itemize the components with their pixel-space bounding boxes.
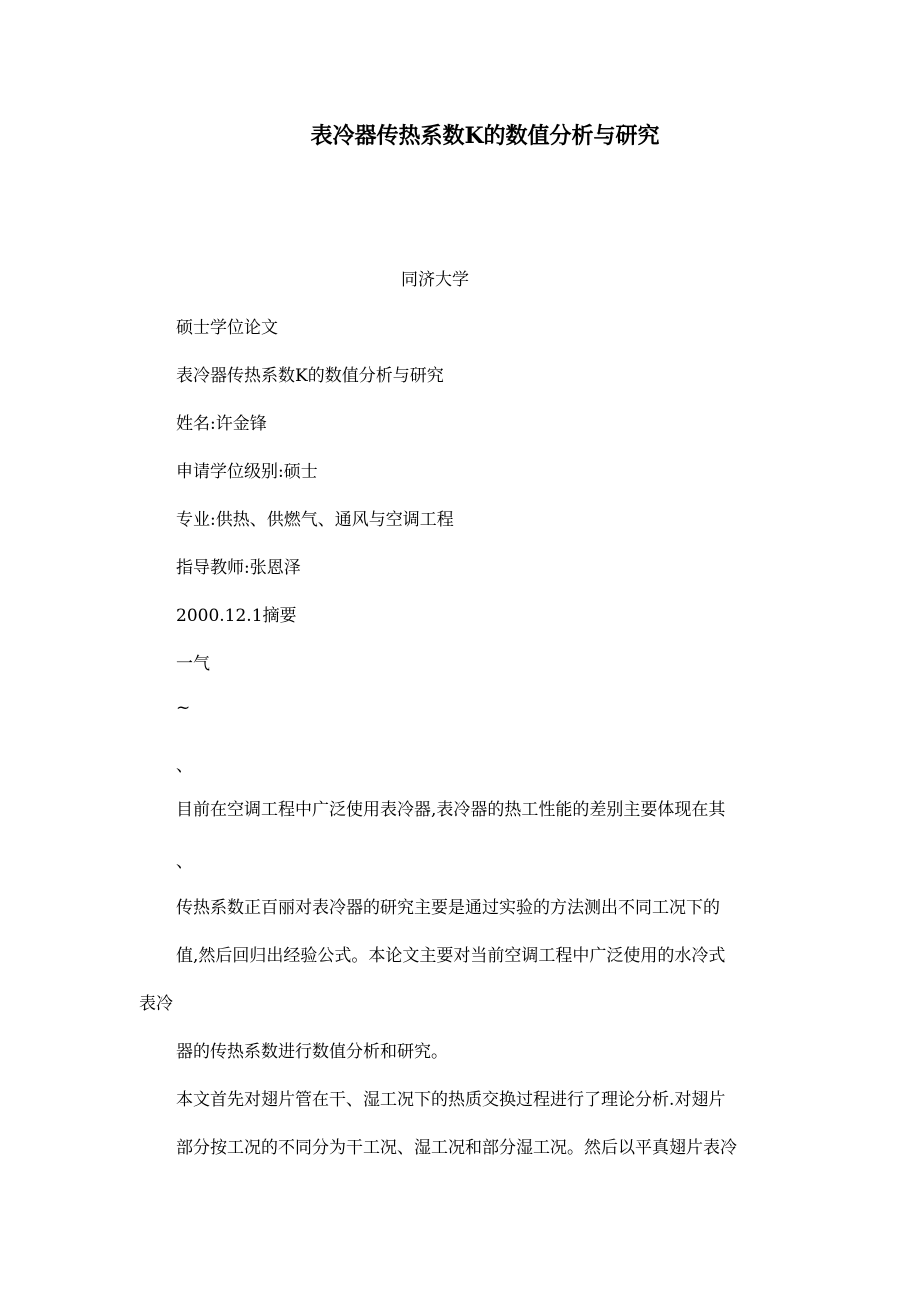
text-line: 、	[176, 852, 193, 872]
abstract-paragraph-line: 值,然后回归出经验公式。本论文主要对当前空调工程中广泛使用的水冷式	[176, 946, 726, 966]
text-line: ~	[176, 698, 191, 718]
degree-type-line: 硕士学位论文	[176, 318, 278, 338]
abstract-paragraph-line: 传热系数正百丽对表冷器的研究主要是通过实验的方法测出不同工况下的	[176, 898, 720, 918]
date-abstract-line: 2000.12.1摘要	[176, 606, 297, 626]
major-line: 专业:供热、供燃气、通风与空调工程	[176, 510, 454, 530]
document-title: 表冷器传热系数K的数值分析与研究	[310, 123, 660, 149]
degree-level-line: 申请学位级别:硕士	[176, 462, 318, 482]
text-line: 、	[176, 756, 193, 776]
text-line: 一气	[176, 654, 210, 674]
advisor-line: 指导教师:张恩泽	[176, 558, 301, 578]
thesis-title-line: 表冷器传热系数K的数值分析与研究	[176, 366, 444, 386]
university-name: 同济大学	[401, 270, 469, 290]
abstract-paragraph-line: 表冷	[139, 994, 173, 1014]
abstract-paragraph-line: 本文首先对翅片管在干、湿工况下的热质交换过程进行了理论分析.对翅片	[176, 1090, 726, 1110]
abstract-paragraph-line: 器的传热系数进行数值分析和研究。	[176, 1042, 448, 1062]
abstract-paragraph-line: 部分按工况的不同分为干工况、湿工况和部分湿工况。然后以平真翅片表冷	[176, 1138, 737, 1158]
author-name-line: 姓名:许金锋	[176, 414, 267, 434]
abstract-paragraph-line: 目前在空调工程中广泛使用表冷器,表冷器的热工性能的差别主要体现在其	[176, 800, 726, 820]
